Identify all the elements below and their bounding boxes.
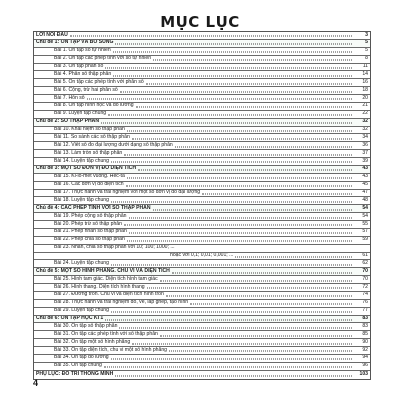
toc-entry-label: Chủ đề 6: ÔN TẬP HỌC KÌ 1 bbox=[36, 315, 104, 321]
toc-entry-page: 72 bbox=[362, 284, 368, 290]
toc-entry-label: Chủ đề 3: MỘT SỐ ĐƠN VỊ ĐO DIỆN TÍCH bbox=[36, 165, 136, 172]
toc-entry-page: 32 bbox=[362, 126, 368, 132]
dot-leader bbox=[120, 87, 352, 92]
toc-entry-label: Bài 22. Phép chia số thập phân bbox=[54, 236, 125, 243]
toc-entry-page: 36 bbox=[362, 142, 368, 148]
dot-leader bbox=[124, 150, 352, 155]
toc-entry-page: 59 bbox=[362, 236, 368, 243]
toc-entry-page: 55 bbox=[362, 221, 368, 227]
toc-entry-page: 57 bbox=[362, 228, 368, 235]
toc-entry-page: 62 bbox=[362, 260, 368, 266]
toc-entry-label: Bài 4. Phân số thập phân bbox=[54, 71, 112, 77]
dot-leader bbox=[87, 95, 352, 100]
toc-entry-label: PHỤ LỤC: ĐỐ TRÍ THÔNG MINH bbox=[36, 370, 114, 377]
toc-entry-page: 39 bbox=[362, 158, 368, 164]
toc-entry-page: 18 bbox=[362, 87, 368, 93]
dot-leader bbox=[105, 64, 352, 69]
dot-leader bbox=[108, 111, 352, 116]
toc-entry-row bbox=[34, 331, 370, 339]
toc-entry-page: 90 bbox=[362, 339, 368, 345]
dot-leader bbox=[126, 182, 352, 187]
page-title: MỤC LỤC bbox=[160, 13, 240, 31]
toc-entry-label: Bài 14. Luyện tập chung bbox=[54, 158, 109, 164]
dot-leader bbox=[101, 119, 352, 124]
toc-entry-label: Bài 7. Hỗn số bbox=[54, 95, 85, 101]
dot-leader bbox=[70, 32, 352, 37]
toc-entry-label: Bài 10. Khái niệm số thập phân bbox=[54, 126, 125, 132]
toc-entry-row bbox=[34, 363, 370, 371]
toc-entry-label: Bài 24. Luyện tập chung bbox=[54, 260, 109, 266]
toc-entry-label: Bài 9. Luyện tập chung bbox=[54, 110, 107, 117]
toc-entry-label: Bài 11. So sánh các số thập phân bbox=[54, 134, 130, 140]
toc-entry-row bbox=[34, 339, 370, 347]
toc-entry-label: Bài 1. Ôn tập số tự nhiên bbox=[54, 47, 111, 54]
toc-entry-row bbox=[34, 71, 370, 79]
toc-entry-page: 76 bbox=[362, 299, 368, 306]
toc-entry-label: Bài 34. Ôn tập đo lường bbox=[54, 354, 109, 361]
toc-entry-row bbox=[34, 48, 370, 56]
toc-entry-label: Bài 3. Ôn tập phân số bbox=[54, 63, 104, 69]
toc-entry-page: 16 bbox=[362, 79, 368, 85]
toc-entry-row bbox=[34, 158, 370, 166]
toc-entry-row bbox=[34, 134, 370, 142]
toc-entry-row bbox=[34, 229, 370, 237]
dot-leader bbox=[136, 103, 352, 108]
toc-entry-page: 85 bbox=[362, 331, 368, 337]
toc-entry-row bbox=[34, 79, 370, 87]
toc-entry-label: Bài 29. Luyện tập chung bbox=[54, 307, 109, 314]
dot-leader bbox=[160, 276, 352, 281]
toc-entry-page: 3 bbox=[365, 32, 368, 38]
toc-entry-row bbox=[34, 237, 370, 245]
toc-entry-row bbox=[34, 292, 370, 300]
toc-entry-label: Bài 21. Phép nhân số thập phân bbox=[54, 228, 127, 235]
dot-leader bbox=[160, 331, 352, 336]
toc-entry-row bbox=[34, 56, 370, 64]
toc-chapter-row bbox=[34, 268, 370, 276]
toc-entry-label: Bài 30. Ôn tập số thập phân bbox=[54, 323, 118, 329]
toc-entry-row bbox=[34, 197, 370, 205]
toc-entry-row bbox=[34, 95, 370, 103]
toc-entry-page: 103 bbox=[359, 370, 368, 377]
dot-leader bbox=[127, 237, 352, 242]
dot-leader bbox=[111, 308, 352, 313]
toc-entry-page: 48 bbox=[362, 197, 368, 203]
toc-entry-row bbox=[34, 32, 370, 40]
dot-leader bbox=[129, 229, 352, 234]
toc-entry-label: Bài 13. Làm tròn số thập phân bbox=[54, 150, 123, 156]
toc-entry-label: Bài 8. Ôn tập hình học và đo lường bbox=[54, 102, 134, 109]
dot-leader bbox=[119, 323, 352, 328]
toc-entry-label: Bài 12. Viết số đo đại lượng dưới dạng số thập phân bbox=[54, 142, 173, 148]
dot-leader bbox=[153, 205, 352, 210]
dot-leader bbox=[127, 127, 352, 132]
dot-leader bbox=[169, 347, 352, 352]
dot-leader bbox=[111, 158, 352, 163]
toc-entry-page: 43 bbox=[362, 173, 368, 180]
dot-leader bbox=[104, 363, 352, 368]
toc-entry-page: 32 bbox=[362, 118, 368, 125]
toc-entry-page: 83 bbox=[362, 315, 368, 321]
toc-entry-row bbox=[34, 253, 370, 261]
toc-entry-label: Bài 17. Thực hành và trải nghiệm với một số đơn vị đo đại lượng bbox=[54, 189, 201, 195]
dot-leader bbox=[105, 316, 352, 321]
toc-entry-row bbox=[34, 190, 370, 198]
toc-entry-row bbox=[34, 260, 370, 268]
toc-chapter-row bbox=[34, 119, 370, 127]
toc-entry-label: Bài 28. Thực hành và trải nghiệm đo, vẽ, lắp ghép, tạo hình bbox=[54, 299, 189, 306]
toc-entry-label: Chủ đề 5: MỘT SỐ HÌNH PHẲNG. CHU VI VÀ DIỆN TÍCH bbox=[36, 268, 170, 274]
toc-entry-row bbox=[34, 221, 370, 229]
toc-entry-row bbox=[34, 103, 370, 111]
toc-entry-row bbox=[34, 245, 370, 253]
page-number: 4 bbox=[33, 378, 39, 388]
dot-leader bbox=[138, 166, 352, 171]
toc-entry-page: 34 bbox=[362, 134, 368, 140]
toc-entry-label: LỜI NÓI ĐẦU bbox=[36, 32, 68, 38]
toc-entry-page: 45 bbox=[362, 181, 368, 188]
toc-entry-page: 11 bbox=[362, 63, 368, 69]
toc-entry-label: Bài 23. Nhân, chia số thập phân với 10; 100; 1000; ... bbox=[54, 244, 175, 251]
dot-leader bbox=[124, 221, 352, 226]
toc-entry-page: 5 bbox=[365, 39, 368, 46]
toc-entry-label: Bài 5. Ôn tập các phép tính với phân số bbox=[54, 79, 144, 85]
toc-entry-row bbox=[34, 182, 370, 190]
toc-entry-page: 14 bbox=[362, 71, 368, 77]
toc-entry-page: 96 bbox=[362, 362, 368, 369]
toc-entry-row bbox=[34, 111, 370, 119]
dot-leader bbox=[190, 300, 352, 305]
toc-entry-row bbox=[34, 150, 370, 158]
toc-entry-label: Bài 6. Cộng, trừ hai phân số bbox=[54, 87, 118, 93]
toc-entry-row bbox=[34, 284, 370, 292]
toc-entry-row bbox=[34, 347, 370, 355]
toc-entry-label: Bài 33. Ôn tập diện tích, chu vi một số hình phẳng bbox=[54, 347, 167, 353]
toc-entry-page: 54 bbox=[362, 205, 368, 211]
toc-entry-label: Chủ đề 2: SỐ THẬP PHÂN bbox=[36, 118, 100, 125]
toc-entry-label: Bài 27. Đường tròn. Chu vi và diện tích hình tròn bbox=[54, 291, 164, 298]
toc-entry-page: 70 bbox=[362, 276, 368, 282]
dot-leader bbox=[166, 292, 352, 297]
dot-leader bbox=[111, 355, 352, 360]
toc-entry-page: 70 bbox=[362, 268, 368, 274]
toc-entry-page: 43 bbox=[362, 165, 368, 172]
toc-entry-label: Chủ đề 1: ÔN TẬP VÀ BỔ SUNG bbox=[36, 39, 114, 46]
dot-leader bbox=[111, 197, 352, 202]
toc-entry-row bbox=[34, 87, 370, 95]
toc-entry-page: 5 bbox=[365, 47, 368, 54]
toc-entry-label: Chủ đề 4: CÁC PHÉP TÍNH VỚI SỐ THẬP PHÂN bbox=[36, 205, 151, 211]
toc-entry-label: Bài 2. Ôn tập các phép tính với số tự nhiên bbox=[54, 55, 152, 62]
toc-entry-label: Bài 31. Ôn tập các phép tính với số thập phân bbox=[54, 331, 158, 337]
toc-entry-row bbox=[34, 323, 370, 331]
toc-entry-page: 77 bbox=[362, 307, 368, 314]
toc-entry-row bbox=[34, 174, 370, 182]
dot-leader bbox=[113, 71, 352, 76]
dot-leader bbox=[115, 40, 352, 45]
dot-leader bbox=[202, 190, 352, 195]
toc-entry-label: Bài 15. Ki-lô-mét vuông. Héc-ta bbox=[54, 173, 125, 180]
toc-entry-row bbox=[34, 64, 370, 72]
dot-leader bbox=[146, 79, 352, 84]
toc-entry-label: Bài 32. Ôn tập một số hình phẳng bbox=[54, 339, 131, 345]
toc-entry-label: Bài 25. Hình tam giác. Diện tích hình tam giác bbox=[54, 276, 158, 282]
toc-entry-page: 47 bbox=[362, 189, 368, 195]
dot-leader bbox=[132, 134, 352, 139]
toc-entry-row bbox=[34, 300, 370, 308]
toc-entry-row bbox=[34, 355, 370, 363]
toc-entry-label: Bài 19. Phép cộng số thập phân bbox=[54, 213, 127, 219]
toc-entry-page: 74 bbox=[362, 291, 368, 298]
toc-entry-row bbox=[34, 213, 370, 221]
table-of-contents bbox=[33, 31, 371, 380]
toc-entry-row bbox=[34, 276, 370, 284]
toc-entry-label: Bài 26. Hình thang. Diện tích hình thang bbox=[54, 284, 145, 290]
dot-leader bbox=[127, 174, 352, 179]
dot-leader bbox=[153, 56, 352, 61]
dot-leader bbox=[129, 213, 352, 218]
toc-entry-page: 61 bbox=[362, 252, 368, 258]
toc-chapter-row bbox=[34, 40, 370, 48]
dot-leader bbox=[113, 48, 352, 53]
toc-entry-label: hoặc với 0,1; 0,01; 0,001; ... bbox=[170, 252, 234, 258]
toc-entry-label: Bài 16. Các đơn vị đo diện tích bbox=[54, 181, 124, 188]
dot-leader bbox=[111, 260, 352, 265]
toc-entry-page: 94 bbox=[362, 354, 368, 361]
toc-entry-page: 54 bbox=[362, 213, 368, 219]
toc-chapter-row bbox=[34, 205, 370, 213]
toc-entry-row bbox=[34, 142, 370, 150]
toc-entry-page: 20 bbox=[362, 95, 368, 101]
toc-entry-label: Bài 35. Ôn tập chung bbox=[54, 362, 102, 369]
dot-leader bbox=[235, 253, 352, 258]
toc-entry-page: 83 bbox=[362, 323, 368, 329]
toc-entry-page: 22 bbox=[362, 110, 368, 117]
dot-leader bbox=[132, 339, 352, 344]
dot-leader bbox=[147, 284, 352, 289]
toc-entry-page: 8 bbox=[365, 55, 368, 62]
toc-entry-label: Bài 18. Luyện tập chung bbox=[54, 197, 109, 203]
toc-chapter-row bbox=[34, 166, 370, 174]
dot-leader bbox=[175, 142, 352, 147]
dot-leader bbox=[115, 371, 352, 376]
toc-entry-page: 21 bbox=[362, 102, 368, 109]
toc-chapter-row bbox=[34, 316, 370, 324]
toc-entry-row bbox=[34, 371, 370, 379]
toc-entry-page: 37 bbox=[362, 150, 368, 156]
toc-entry-page: 92 bbox=[362, 347, 368, 353]
toc-entry-row bbox=[34, 127, 370, 135]
dot-leader bbox=[172, 268, 352, 273]
toc-entry-row bbox=[34, 308, 370, 316]
toc-entry-label: Bài 20. Phép trừ số thập phân bbox=[54, 221, 122, 227]
